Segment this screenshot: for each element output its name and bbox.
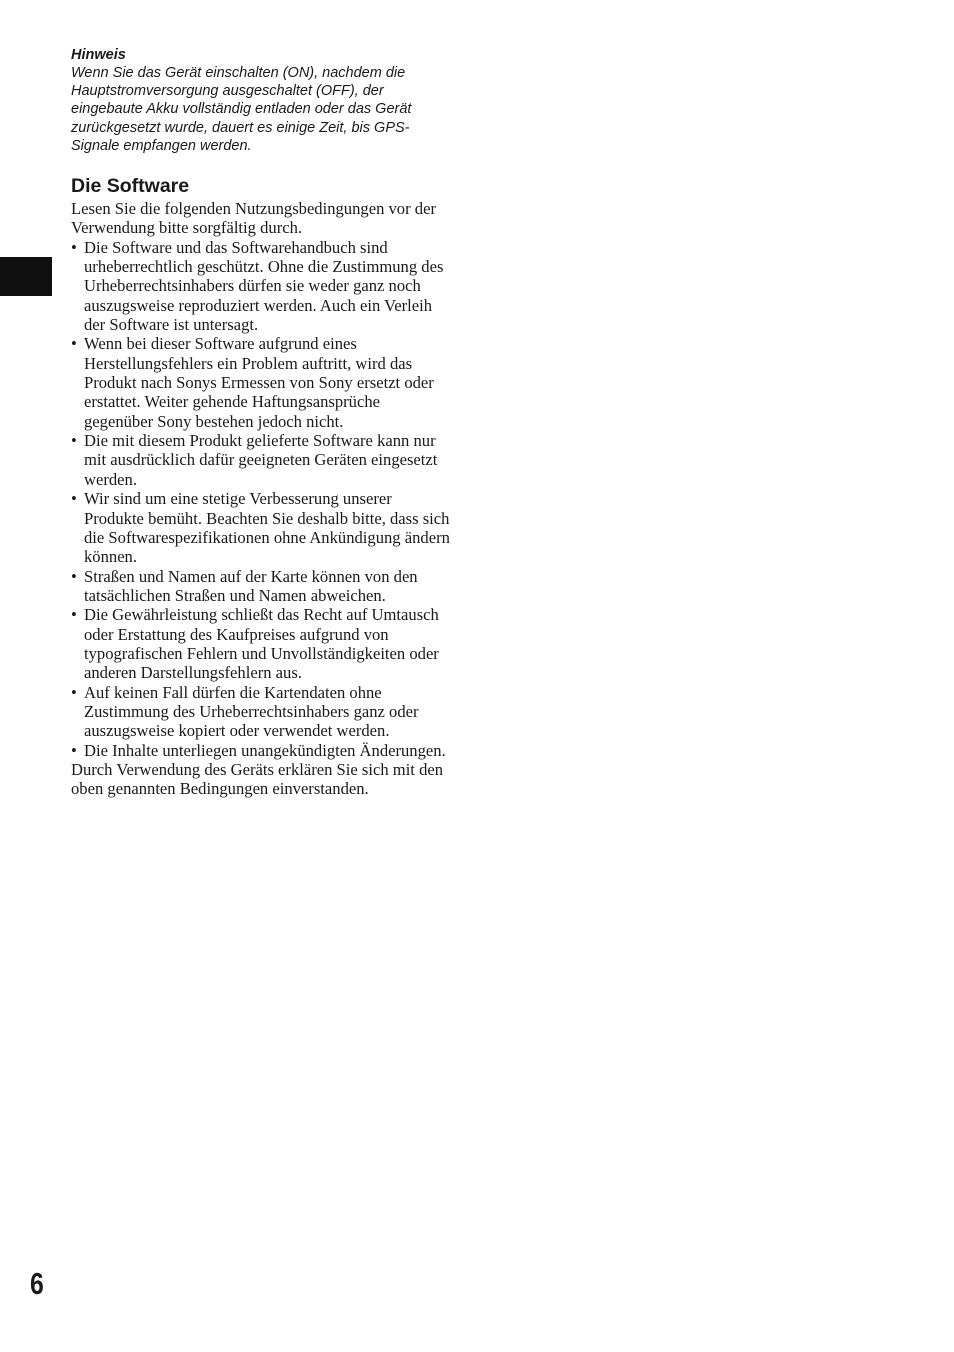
list-item-text: Die Software und das Softwarehandbuch sind urheberrechtlich geschützt. Ohne die Zustimmung des Urheberrechtsinhabers dürfen sie weder ganz noch auszugsweise reproduziert werden. Auch ein Verleih der Software ist untersagt. xyxy=(84,237,444,335)
bullet-icon: • xyxy=(71,682,77,702)
bullet-icon: • xyxy=(71,489,77,509)
list-item-text: Die Gewährleistung schließt das Recht auf Umtausch oder Erstattung des Kaufpreises aufgrund von typografischen Fehlern und Unvollständigkeiten oder anderen Darstellungsfehlern aus. xyxy=(84,605,439,683)
list-item-text: Die mit diesem Produkt gelieferte Software kann nur mit ausdrücklich dafür geeigneten Geräten eingesetzt werden. xyxy=(84,431,438,489)
list-item-text: Die Inhalte unterliegen unangekündigten Änderungen. xyxy=(84,740,446,760)
text-column xyxy=(71,46,453,799)
list-item xyxy=(71,431,453,489)
list-item xyxy=(71,741,453,760)
list-item-text: Straßen und Namen auf der Karte können von den tatsächlichen Straßen und Namen abweichen. xyxy=(84,566,418,605)
list-item-text: Auf keinen Fall dürfen die Kartendaten ohne Zustimmung des Urheberrechtsinhabers ganz oder auszugsweise kopiert oder verwendet werden. xyxy=(84,682,419,741)
bullet-icon: • xyxy=(71,431,77,451)
section-heading: Die Software xyxy=(71,175,190,198)
note-title: Hinweis xyxy=(71,47,126,63)
note-text: Wenn Sie das Gerät einschalten (ON), nachdem die Hauptstromversorgung ausgeschaltet (OFF), der eingebaute Akku vollständig entladen oder das Gerät zurückgesetzt wurde, dauert es einige Zeit, bis GPS-Signale empfangen werden. xyxy=(71,65,412,154)
section-intro: Lesen Sie die folgenden Nutzungsbedingungen vor der Verwendung bitte sorgfältig durch. xyxy=(71,199,436,238)
list-item xyxy=(71,683,453,741)
terms-list xyxy=(71,238,453,760)
closing-text: Durch Verwendung des Geräts erklären Sie sich mit den oben genannten Bedingungen einverstanden. xyxy=(71,759,444,799)
bullet-icon: • xyxy=(71,334,77,354)
list-item-text: Wir sind um eine stetige Verbesserung unserer Produkte bemüht. Beachten Sie deshalb bitte, dass sich die Softwarespezifikationen ohne Ankündigung ändern können. xyxy=(84,489,450,567)
bullet-icon: • xyxy=(71,605,77,625)
list-item xyxy=(71,605,453,682)
bullet-icon: • xyxy=(71,237,77,257)
list-item xyxy=(71,238,453,335)
bullet-icon: • xyxy=(71,740,77,760)
section-edge-tab xyxy=(0,257,52,296)
bullet-icon: • xyxy=(71,566,77,586)
list-item xyxy=(71,489,453,566)
list-item xyxy=(71,567,453,606)
list-item-text: Wenn bei dieser Software aufgrund eines Herstellungsfehlers ein Problem auftritt, wird das Produkt nach Sonys Ermessen von Sony ersetzt oder erstattet. Weiter gehende Haftungsansprüche gegenüber Sony bestehen jedoch nicht. xyxy=(84,334,434,431)
page-number: 6 xyxy=(30,1266,44,1301)
list-item xyxy=(71,334,453,431)
